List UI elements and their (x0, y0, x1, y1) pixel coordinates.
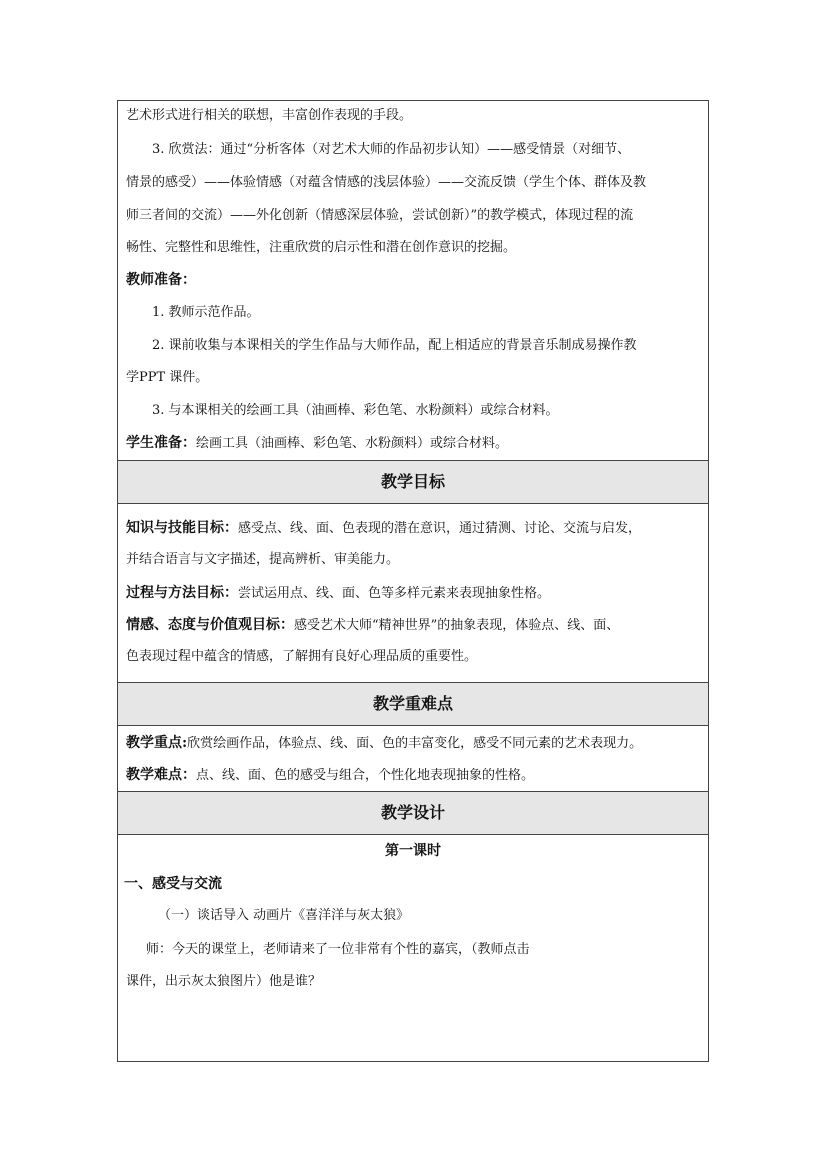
teacher-prep-item-cont: 学PPT 课件。 (126, 370, 209, 385)
teacher-prep-label: 教师准备： (126, 272, 196, 288)
knowledge-goal-label: 知识与技能目标： (126, 520, 238, 536)
knowledge-goal-cont: 并结合语言与文字描述，提高辨析、审美能力。 (126, 552, 400, 567)
lesson-plan-table (117, 100, 709, 1062)
teacher-prep-item: 2. 课前收集与本课相关的学生作品与大师作品，配上相适应的背景音乐制成易操作教 (152, 338, 637, 353)
method-item-3-cont: 畅性、完整性和思维性，注重欣赏的启示性和潜在创作意识的挖掘。 (126, 240, 517, 255)
method-item-3-cont: 情景的感受）——体验情感（对蕴含情感的浅层体验）——交流反馈（学生个体、群体及教 (126, 175, 647, 190)
teacher-dialogue-cont: 课件，出示灰太狼图片）他是谁？ (126, 974, 322, 989)
method-item-3: 3. 欣赏法：通过“分析客体（对艺术大师的作品初步认知）——感受情景（对细节、 (152, 142, 631, 157)
intro-line: 艺术形式进行相关的联想，丰富创作表现的手段。 (126, 108, 413, 123)
subsection-title: （一）谈话导入 动画片《喜洋洋与灰太狼》 (158, 908, 410, 923)
teacher-dialogue: 师：今天的课堂上，老师请来了一位非常有个性的嘉宾，（教师点击 (146, 942, 530, 957)
teacher-prep-item: 3. 与本课相关的绘画工具（油画棒、彩色笔、水粉颜料）或综合材料。 (152, 403, 559, 418)
difficult-point-text: 点、线、面、色的感受与组合，个性化地表现抽象的性格。 (196, 768, 535, 783)
process-goal-text: 尝试运用点、线、面、色等多样元素来表现抽象性格。 (238, 586, 551, 601)
emotion-goal-text: 感受艺术大师“精神世界”的抽象表现，体验点、线、面、 (294, 618, 620, 633)
section-header-keypoints: 教学重难点 (118, 682, 708, 726)
student-prep-text: 绘画工具（油画棒、彩色笔、水粉颜料）或综合材料。 (196, 436, 509, 451)
emotion-goal-cont: 色表现过程中蕴含的情感，了解拥有良好心理品质的重要性。 (126, 649, 478, 664)
teacher-prep-item: 1. 教师示范作品。 (152, 305, 260, 320)
key-point-label: 教学重点: (126, 735, 188, 751)
difficult-point-label: 教学难点： (126, 767, 196, 783)
key-point-text: 欣赏绘画作品，体验点、线、面、色的丰富变化，感受不同元素的艺术表现力。 (187, 736, 643, 751)
process-goal-label: 过程与方法目标： (126, 585, 238, 601)
emotion-goal-label: 情感、态度与价值观目标： (126, 617, 294, 633)
student-prep-label: 学生准备： (126, 435, 196, 451)
method-item-3-cont: 师三者间的交流）——外化创新（情感深层体验，尝试创新）”的教学模式，体现过程的流 (126, 208, 634, 223)
section-header-design: 教学设计 (118, 791, 708, 835)
lesson-title: 第一课时 (385, 843, 441, 859)
section-title: 一、感受与交流 (124, 876, 222, 892)
section-header-goals: 教学目标 (118, 460, 708, 504)
knowledge-goal-text: 感受点、线、面、色表现的潜在意识，通过猜测、讨论、交流与启发， (238, 521, 642, 536)
